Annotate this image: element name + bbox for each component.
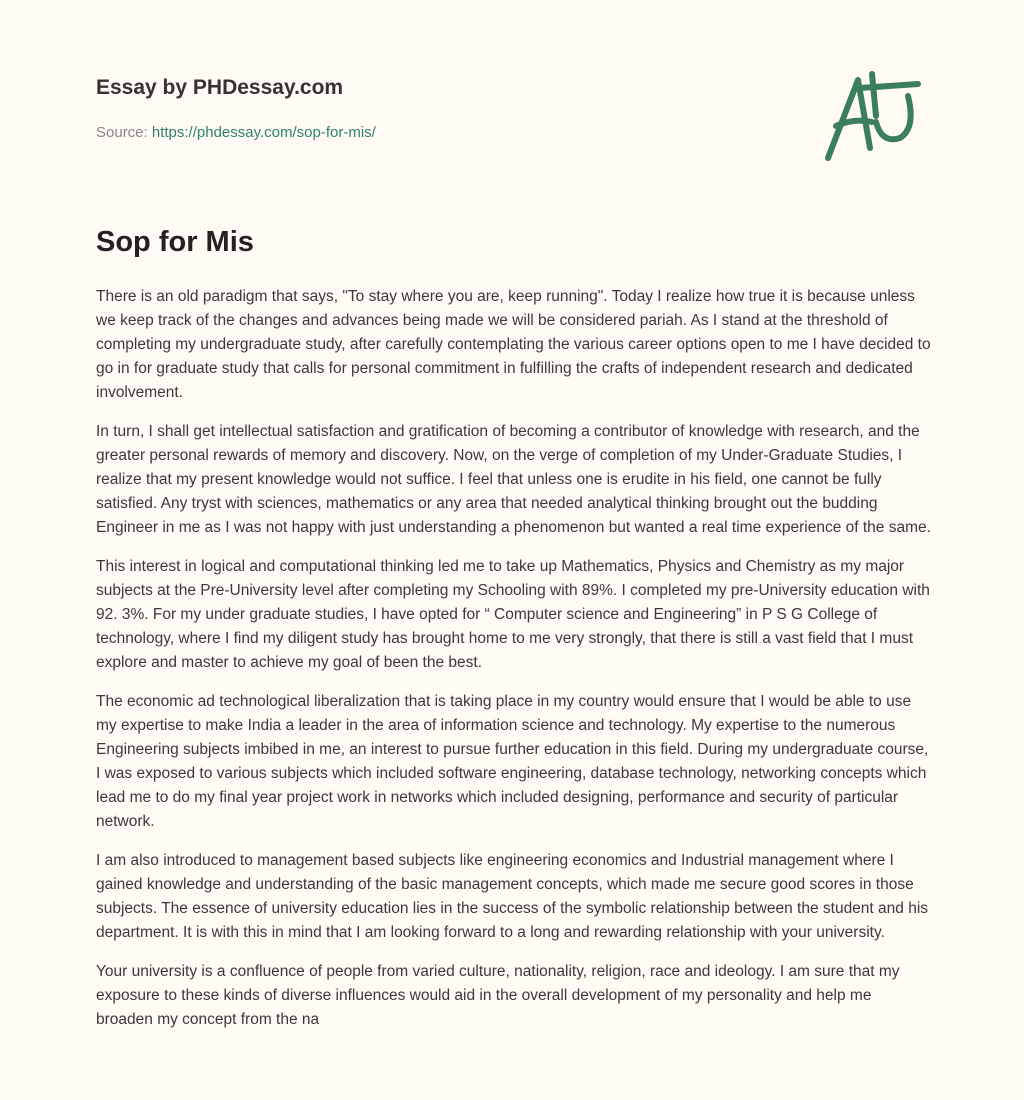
paragraph: This interest in logical and computational thinking led me to take up Mathematics, Physics and Chemistry as my major subjects at the Pre-University level after completing my Schooling with 89%. I completed my pre-University education with 92. 3%. For my under graduate studies, I have opted for “ Computer science and Engineering” in P S G College of technology, where I find my diligent study has brought home to me very strongly, that there is still a vast field that I must explore and master to achieve my goal of been the best. xyxy=(96,558,930,671)
paragraph: Your university is a confluence of people from varied culture, nationality, religion, race and ideology. I am sure that my exposure to these kinds of diverse influences would aid in the overall development of my personality and help me broaden my concept from the na xyxy=(96,963,900,1028)
paragraph: There is an old paradigm that says, "To stay where you are, keep running". Today I realize how true it is because unless we keep track of the changes and advances being made we will be considered pariah. As I stand at the threshold of completing my undergraduate study, after carefully contemplating the various career options open to me I have decided to go in for graduate study that calls for personal commitment in fulfilling the crafts of independent research and dedicated involvement. xyxy=(96,288,931,401)
paragraph: I am also introduced to management based subjects like engineering economics and Industrial management where I gained knowledge and understanding of the basic management concepts, which made me secure good scores in those subjects. The essence of university education lies in the success of the symbolic relationship between the student and his department. It is with this in mind that I am looking forward to a long and rewarding relationship with your university. xyxy=(96,852,929,941)
source-label: Source: xyxy=(96,124,148,141)
paragraph: In turn, I shall get intellectual satisfaction and gratification of becoming a contributor of knowledge with research, and the greater personal rewards of memory and discovery. Now, on the verge of completion of my Under-Graduate Studies, I realize that my present knowledge would not suffice. I feel that unless one is erudite in his field, one cannot be fully satisfied. Any tryst with sciences, mathematics or any area that needed analytical thinking brought out the budding Engineer in me as I was not happy with just understanding a phenomenon but wanted a real time experience of the same. xyxy=(96,423,931,536)
site-title: Essay by PHDessay.com xyxy=(96,76,344,99)
essay-body xyxy=(96,285,932,1047)
essay-title: Sop for Mis xyxy=(96,226,254,258)
paragraph: The economic ad technological liberalization that is taking place in my country would ensure that I would be able to use my expertise to make India a leader in the area of information science and technology. My expertise to the numerous Engineering subjects imbibed in me, an interest to pursue further education in this field. During my undergraduate course, I was exposed to various subjects which included software engineering, database technology, networking concepts which lead me to do my final year project work in networks which included designing, performance and security of particular network. xyxy=(96,693,929,830)
a-plus-logo xyxy=(818,66,930,166)
source-line xyxy=(96,124,376,141)
source-link[interactable]: https://phdessay.com/sop-for-mis/ xyxy=(151,124,376,141)
